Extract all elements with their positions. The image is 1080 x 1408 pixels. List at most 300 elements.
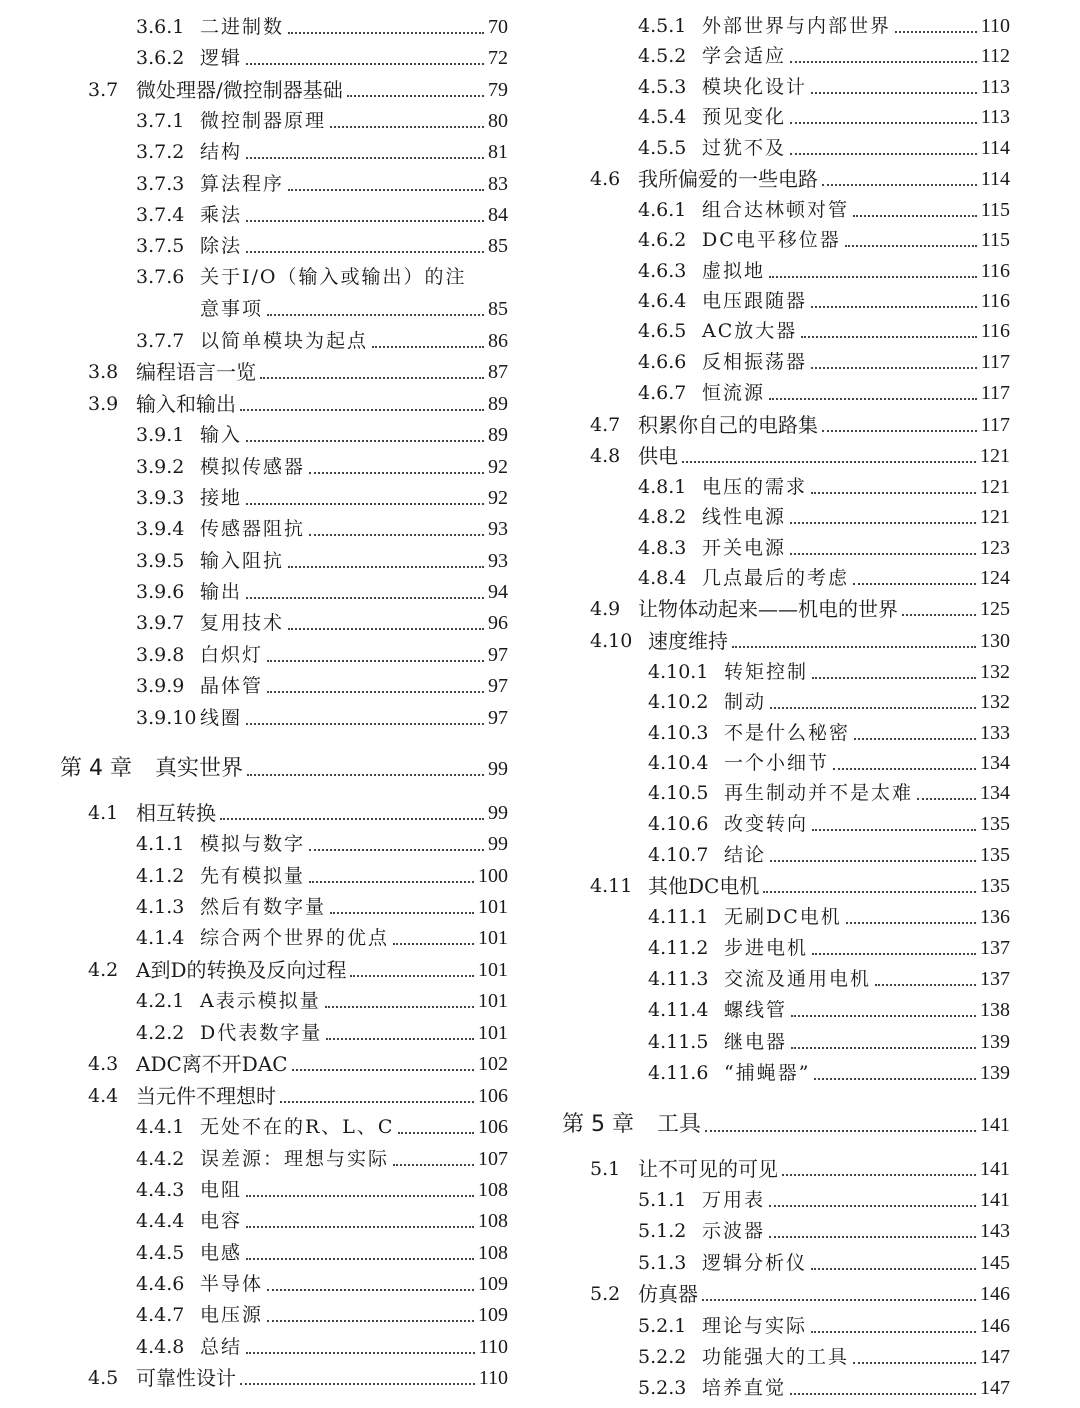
toc-entry[interactable] (0, 43, 508, 73)
dot-leader (790, 122, 977, 124)
toc-entry-title: 模块化设计 (702, 76, 808, 98)
toc-entry-title: A表示模拟量 (200, 990, 321, 1012)
toc-entry-number: 5.1.3 (638, 1252, 687, 1274)
toc-entry-page: 106 (478, 1085, 508, 1107)
toc-entry[interactable] (0, 200, 508, 230)
toc-entry-number: 3.9 (88, 393, 119, 415)
toc-entry-page: 130 (980, 630, 1010, 652)
toc-entry[interactable] (0, 75, 508, 105)
toc-entry[interactable] (0, 1363, 508, 1393)
toc-entry[interactable] (540, 256, 1010, 286)
toc-entry-number: 3.7.1 (136, 110, 185, 132)
dot-leader (288, 189, 484, 191)
toc-entry-page: 132 (980, 691, 1010, 713)
toc-entry[interactable] (540, 164, 1010, 194)
toc-entry-page: 101 (478, 1022, 508, 1044)
dot-leader (875, 984, 976, 986)
toc-entry-title: 半导体 (200, 1273, 264, 1295)
toc-entry-page: 97 (488, 644, 508, 666)
dot-leader (393, 1164, 474, 1166)
toc-entry-title: 外部世界与内部世界 (702, 15, 892, 37)
toc-entry-title: 再生制动并不是太难 (724, 782, 914, 804)
toc-entry-page: 109 (478, 1273, 508, 1295)
toc-entry[interactable] (0, 892, 508, 922)
toc-entry-number: 5.2.1 (638, 1315, 687, 1337)
toc-entry-title: 虚拟地 (702, 260, 766, 282)
toc-entry[interactable] (0, 923, 508, 953)
toc-entry[interactable] (540, 1154, 1010, 1184)
toc-entry-number: 4.10.2 (648, 691, 709, 713)
toc-entry-page: 97 (488, 675, 508, 697)
toc-entry-number: 4.11 (590, 875, 633, 897)
toc-entry-title: 相互转换 (136, 801, 216, 825)
toc-entry[interactable] (540, 626, 1010, 656)
toc-entry-title: 我所偏爱的一些电路 (638, 167, 818, 191)
toc-entry[interactable] (0, 231, 508, 261)
toc-entry-number: 5.2.3 (638, 1377, 687, 1399)
toc-entry-title: 传感器阻抗 (200, 518, 306, 540)
toc-entry[interactable] (0, 1269, 508, 1299)
toc-entry[interactable] (540, 195, 1010, 225)
toc-entry-title: 开关电源 (702, 537, 787, 559)
toc-entry[interactable] (540, 933, 1010, 963)
toc-entry-page: 121 (980, 445, 1010, 467)
toc-entry-page: 115 (980, 229, 1010, 251)
toc-entry-number: 4.8.3 (638, 537, 687, 559)
toc-entry-number: 4.10 (590, 630, 633, 652)
toc-entry[interactable] (540, 1027, 1010, 1057)
toc-entry-number: 4.1 (88, 802, 119, 824)
toc-entry-title: 模拟传感器 (200, 456, 306, 478)
toc-entry[interactable] (540, 1342, 1010, 1372)
toc-entry[interactable] (540, 1058, 1010, 1088)
toc-entry[interactable] (0, 1018, 508, 1048)
toc-chapter-entry[interactable] (540, 1110, 1010, 1140)
toc-entry[interactable] (540, 347, 1010, 377)
toc-entry[interactable] (540, 657, 1010, 687)
toc-entry[interactable] (540, 378, 1010, 408)
toc-entry[interactable] (540, 41, 1010, 71)
toc-entry[interactable] (540, 718, 1010, 748)
toc-entry-title: 误差源：理想与实际 (200, 1148, 390, 1170)
toc-entry[interactable] (540, 533, 1010, 563)
toc-entry-number: 4.6.6 (638, 351, 687, 373)
dot-leader (288, 32, 484, 34)
dot-leader (309, 849, 484, 851)
toc-entry-number: 4.6 (590, 168, 621, 190)
dot-leader (240, 409, 484, 411)
toc-entry-title: 电压的需求 (702, 476, 808, 498)
toc-entry[interactable] (540, 441, 1010, 471)
toc-entry-title: 白炽灯 (200, 644, 264, 666)
toc-entry-title: 电阻 (200, 1179, 243, 1201)
toc-entry-title: 仿真器 (638, 1282, 698, 1306)
toc-entry-number: 4.6.4 (638, 290, 687, 312)
toc-entry-title: 模拟与数字 (200, 833, 306, 855)
dot-leader (833, 768, 976, 770)
toc-entry-page: 108 (478, 1179, 508, 1201)
dot-leader (853, 583, 976, 585)
toc-entry-number: 4.1.3 (136, 896, 185, 918)
dot-leader (325, 1006, 474, 1008)
toc-entry-title: 改变转向 (724, 813, 809, 835)
toc-entry[interactable] (0, 169, 508, 199)
toc-entry[interactable] (0, 483, 508, 513)
toc-entry[interactable] (0, 608, 508, 638)
toc-entry-title: 当元件不理想时 (136, 1084, 276, 1108)
toc-entry-title: 除法 (200, 235, 243, 257)
toc-entry-title: 晶体管 (200, 675, 264, 697)
toc-entry[interactable] (540, 11, 1010, 41)
toc-entry-number: 3.9.2 (136, 456, 185, 478)
toc-entry-title: 制动 (724, 691, 767, 713)
toc-entry-title: 积累你自己的电路集 (638, 413, 818, 437)
dot-leader (902, 614, 976, 616)
toc-entry-title: 过犹不及 (702, 137, 787, 159)
toc-entry-title: 意事项 (200, 298, 264, 320)
toc-entry[interactable] (540, 687, 1010, 717)
toc-entry-page: 146 (980, 1315, 1010, 1337)
toc-entry[interactable] (540, 995, 1010, 1025)
toc-entry-number: 4.6.2 (638, 229, 687, 251)
toc-entry-title: 输入和输出 (136, 392, 236, 416)
toc-entry-number: 4.11.3 (648, 968, 709, 990)
toc-entry-title: 组合达林顿对管 (702, 199, 850, 221)
toc-entry-number: 3.7.5 (136, 235, 185, 257)
toc-entry[interactable] (0, 703, 508, 733)
dot-leader (790, 553, 976, 555)
toc-entry-title: 速度维持 (648, 629, 728, 653)
toc-entry-title: 编程语言一览 (136, 360, 256, 384)
toc-entry-number: 3.7.7 (136, 330, 185, 352)
toc-entry[interactable] (540, 748, 1010, 778)
toc-entry-number: 4.11.5 (648, 1031, 709, 1053)
toc-entry[interactable] (540, 964, 1010, 994)
dot-leader (812, 829, 976, 831)
toc-entry-number: 4.8.4 (638, 567, 687, 589)
toc-entry[interactable] (0, 357, 508, 387)
toc-entry[interactable] (540, 1279, 1010, 1309)
dot-leader (812, 677, 976, 679)
dot-leader (326, 1038, 474, 1040)
toc-entry-title: 预见变化 (702, 106, 787, 128)
dot-leader (246, 440, 484, 442)
dot-leader (246, 597, 484, 599)
dot-leader (811, 92, 977, 94)
toc-entry-page: 116 (980, 290, 1010, 312)
dot-leader (220, 818, 484, 820)
dot-leader (347, 95, 484, 97)
dot-leader (267, 660, 484, 662)
toc-entry[interactable] (0, 671, 508, 701)
toc-entry-title: 电压源 (200, 1304, 264, 1326)
toc-entry-number: 4.6.1 (638, 199, 687, 221)
toc-entry-page: 85 (488, 235, 508, 257)
dot-leader (246, 157, 484, 159)
toc-entry[interactable] (0, 514, 508, 544)
toc-entry-page: 99 (488, 758, 508, 780)
dot-leader (246, 251, 484, 253)
toc-entry-title: 示波器 (702, 1220, 766, 1242)
toc-entry-number: 4.2.2 (136, 1022, 185, 1044)
toc-entry-title: “捕蝇器” (724, 1062, 811, 1084)
toc-entry-page: 113 (980, 76, 1010, 98)
toc-entry-page: 112 (980, 45, 1010, 67)
toc-entry-number: 第 5 章 (562, 1112, 634, 1137)
toc-entry[interactable] (0, 1081, 508, 1111)
toc-entry-title: 学会适应 (702, 45, 787, 67)
dot-leader (732, 646, 976, 648)
toc-entry[interactable] (0, 452, 508, 482)
dot-leader (246, 1195, 474, 1197)
toc-entry-page: 136 (980, 906, 1010, 928)
dot-leader (812, 953, 976, 955)
toc-entry-page: 113 (980, 106, 1010, 128)
toc-entry-page: 139 (980, 1062, 1010, 1084)
toc-entry-page: 97 (488, 707, 508, 729)
toc-entry-number: 5.1.2 (638, 1220, 687, 1242)
toc-entry-title: 复用技术 (200, 612, 285, 634)
toc-entry-page: 147 (980, 1377, 1010, 1399)
toc-entry[interactable] (540, 286, 1010, 316)
toc-entry-number: 3.9.5 (136, 550, 185, 572)
toc-entry[interactable] (0, 326, 508, 356)
toc-entry-number: 3.6.2 (136, 47, 185, 69)
toc-entry-number: 3.9.3 (136, 487, 185, 509)
toc-entry-page: 101 (478, 959, 508, 981)
toc-entry-page: 135 (980, 844, 1010, 866)
dot-leader (811, 492, 976, 494)
toc-entry-number: 3.9.9 (136, 675, 185, 697)
toc-entry[interactable] (540, 72, 1010, 102)
dot-leader (811, 1268, 976, 1270)
toc-entry[interactable] (0, 986, 508, 1016)
dot-leader (769, 1205, 976, 1207)
toc-entry[interactable] (540, 594, 1010, 624)
toc-entry[interactable] (0, 1175, 508, 1205)
toc-entry[interactable] (0, 12, 508, 42)
dot-leader (702, 1299, 976, 1301)
toc-entry-number: 4.11.4 (648, 999, 709, 1021)
toc-chapter-entry[interactable] (0, 754, 508, 784)
toc-entry-number: 4.5.5 (638, 137, 687, 159)
toc-entry-title: 真实世界 (155, 756, 244, 781)
toc-entry-number: 3.8 (88, 361, 119, 383)
toc-entry-title: 其他DC电机 (648, 874, 760, 898)
dot-leader (782, 1174, 976, 1176)
toc-entry-page: 134 (980, 782, 1010, 804)
toc-entry-page: 146 (980, 1283, 1010, 1305)
toc-entry[interactable] (0, 955, 508, 985)
dot-leader (853, 1362, 976, 1364)
toc-entry-title: 让物体动起来——机电的世界 (638, 597, 898, 621)
toc-entry-page: 83 (488, 173, 508, 195)
dot-leader (246, 1226, 474, 1228)
toc-entry-number: 4.11.2 (648, 937, 709, 959)
toc-entry[interactable] (0, 640, 508, 670)
dot-leader (309, 472, 484, 474)
toc-entry-page: 132 (980, 661, 1010, 683)
toc-entry-number: 4.8.2 (638, 506, 687, 528)
toc-entry[interactable] (0, 861, 508, 891)
dot-leader (330, 912, 474, 914)
toc-entry-title: 微处理器/微控制器基础 (136, 78, 343, 102)
dot-leader (822, 430, 977, 432)
toc-entry-page: 107 (478, 1148, 508, 1170)
toc-entry-number: 4.11.1 (648, 906, 709, 928)
toc-entry[interactable] (540, 840, 1010, 870)
toc-entry-number: 4.3 (88, 1053, 119, 1075)
toc-entry-page: 99 (488, 802, 508, 824)
toc-entry-page: 81 (488, 141, 508, 163)
toc-entry-page: 139 (980, 1031, 1010, 1053)
dot-leader (247, 774, 484, 776)
toc-entry[interactable] (0, 1238, 508, 1268)
toc-entry-page: 99 (488, 833, 508, 855)
toc-entry-number: 4.4.7 (136, 1304, 185, 1326)
dot-leader (246, 723, 484, 725)
toc-entry-page: 94 (488, 581, 508, 603)
toc-entry[interactable] (0, 546, 508, 576)
toc-entry[interactable] (0, 1332, 508, 1362)
toc-entry[interactable] (540, 410, 1010, 440)
dot-leader (763, 891, 976, 893)
dot-leader (288, 628, 484, 630)
toc-entry-title: 交流及通用电机 (724, 968, 872, 990)
toc-entry-page: 141 (980, 1114, 1010, 1136)
toc-entry-title: 总结 (200, 1336, 243, 1358)
toc-entry-page: 85 (488, 298, 508, 320)
toc-entry-page: 70 (488, 16, 508, 38)
toc-entry[interactable] (0, 1206, 508, 1236)
dot-leader (240, 1383, 475, 1385)
toc-entry[interactable] (540, 1248, 1010, 1278)
toc-entry-title: 几点最后的考虑 (702, 567, 850, 589)
toc-entry-number: 4.10.5 (648, 782, 709, 804)
toc-entry[interactable] (540, 225, 1010, 255)
dot-leader (769, 1236, 976, 1238)
toc-entry-page: 114 (980, 168, 1010, 190)
toc-entry[interactable] (540, 871, 1010, 901)
toc-entry[interactable] (540, 316, 1010, 346)
toc-entry-title: 输入阻抗 (200, 550, 285, 572)
dot-leader (895, 31, 977, 33)
toc-entry[interactable] (540, 1185, 1010, 1215)
toc-entry-title: 不是什么秘密 (724, 722, 851, 744)
toc-entry-number: 4.7 (590, 414, 621, 436)
dot-leader (814, 1078, 976, 1080)
dot-leader (790, 153, 977, 155)
toc-entry-page: 117 (980, 351, 1010, 373)
toc-entry-title: 先有模拟量 (200, 865, 306, 887)
toc-entry-title: 恒流源 (702, 382, 766, 404)
toc-entry-number: 5.1 (590, 1158, 621, 1180)
toc-entry[interactable] (540, 1216, 1010, 1246)
toc-entry-page: 106 (478, 1116, 508, 1138)
dot-leader (769, 398, 977, 400)
toc-entry-title: 继电器 (724, 1031, 788, 1053)
toc-entry[interactable] (540, 778, 1010, 808)
dot-leader (790, 522, 976, 524)
toc-entry[interactable] (0, 420, 508, 450)
toc-entry-number: 3.9.10 (136, 707, 197, 729)
toc-entry-title: 工具 (657, 1112, 702, 1137)
toc-entry[interactable] (0, 262, 508, 292)
toc-entry-page: 101 (478, 927, 508, 949)
toc-entry-title: 让不可见的可见 (638, 1157, 778, 1181)
toc-entry-page: 138 (980, 999, 1010, 1021)
dot-leader (267, 1320, 474, 1322)
toc-entry[interactable] (0, 294, 508, 324)
toc-entry-page: 116 (980, 320, 1010, 342)
toc-entry-number: 4.10.4 (648, 752, 709, 774)
toc-entry[interactable] (0, 798, 508, 828)
toc-entry-page: 137 (980, 937, 1010, 959)
toc-entry-number: 4.4.8 (136, 1336, 185, 1358)
toc-entry[interactable] (0, 1144, 508, 1174)
toc-entry-page: 145 (980, 1252, 1010, 1274)
toc-entry[interactable] (540, 563, 1010, 593)
dot-leader (770, 707, 976, 709)
toc-entry-number: 4.4.5 (136, 1242, 185, 1264)
toc-entry-number: 3.9.4 (136, 518, 185, 540)
toc-entry-number: 4.4.2 (136, 1148, 185, 1170)
toc-entry[interactable] (540, 102, 1010, 132)
toc-entry-number: 3.6.1 (136, 16, 185, 38)
toc-entry-page: 110 (478, 1367, 508, 1389)
toc-entry-title: 供电 (638, 444, 678, 468)
toc-entry[interactable] (540, 502, 1010, 532)
toc-entry-page: 115 (980, 199, 1010, 221)
toc-entry[interactable] (0, 1112, 508, 1142)
toc-entry[interactable] (0, 1049, 508, 1079)
toc-entry-page: 134 (980, 752, 1010, 774)
dot-leader (398, 1132, 474, 1134)
toc-entry[interactable] (540, 902, 1010, 932)
toc-entry[interactable] (0, 577, 508, 607)
toc-entry-number: 4.8 (590, 445, 621, 467)
toc-entry-page: 116 (980, 260, 1010, 282)
toc-entry-title: 理论与实际 (702, 1315, 808, 1337)
toc-entry-number: 4.4.4 (136, 1210, 185, 1232)
toc-entry-number: 3.7.4 (136, 204, 185, 226)
toc-entry[interactable] (540, 1373, 1010, 1403)
toc-entry[interactable] (540, 472, 1010, 502)
toc-entry-page: 110 (980, 15, 1010, 37)
toc-entry-page: 101 (478, 896, 508, 918)
toc-entry-title: 微控制器原理 (200, 110, 327, 132)
toc-entry-page: 93 (488, 518, 508, 540)
toc-entry-number: 4.6.3 (638, 260, 687, 282)
toc-entry-number: 4.4.1 (136, 1116, 185, 1138)
toc-entry[interactable] (0, 389, 508, 419)
toc-entry-number: 4.5.3 (638, 76, 687, 98)
dot-leader (811, 306, 977, 308)
toc-entry-title: 接地 (200, 487, 243, 509)
toc-entry-page: 117 (980, 414, 1010, 436)
toc-entry-title: 可靠性设计 (136, 1366, 236, 1390)
toc-entry[interactable] (540, 1311, 1010, 1341)
toc-entry[interactable] (0, 1300, 508, 1330)
toc-entry[interactable] (0, 137, 508, 167)
dot-leader (350, 975, 474, 977)
toc-entry[interactable] (540, 133, 1010, 163)
toc-entry[interactable] (540, 809, 1010, 839)
toc-entry[interactable] (0, 829, 508, 859)
toc-entry[interactable] (0, 106, 508, 136)
toc-entry-title: 电感 (200, 1242, 243, 1264)
toc-entry-page: 87 (488, 361, 508, 383)
